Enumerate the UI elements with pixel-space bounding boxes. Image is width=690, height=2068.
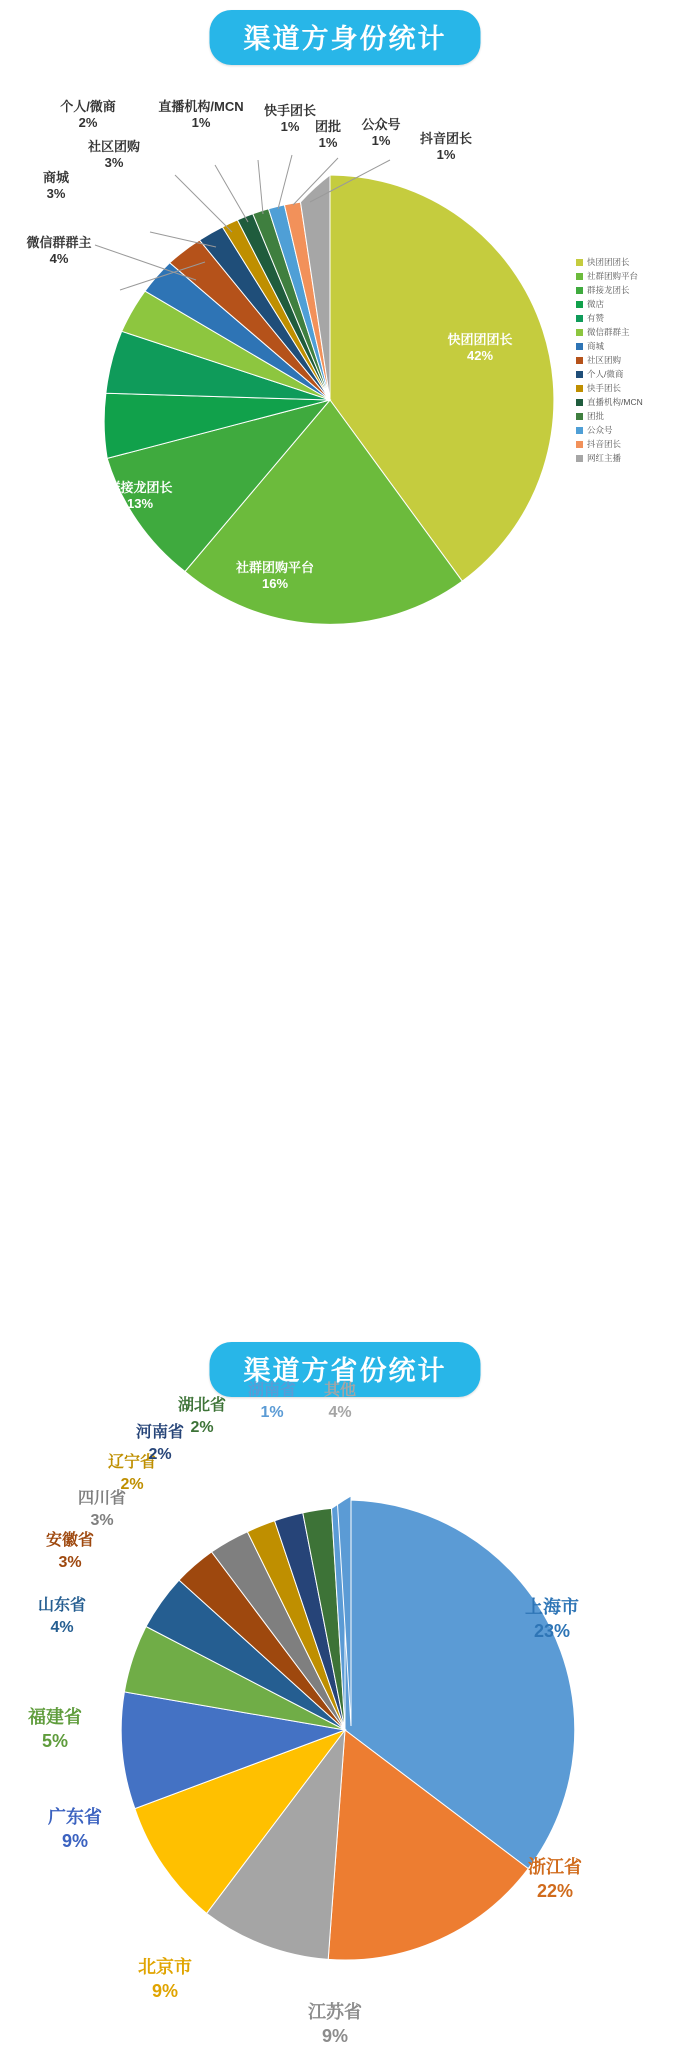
legend-swatch-icon-9 <box>576 385 583 392</box>
slice-label-12: 公众号 1% <box>361 117 401 148</box>
page-title-identity: 渠道方身份统计 <box>210 10 481 65</box>
pie-chart-identity <box>0 0 690 660</box>
legend-swatch-icon-6 <box>576 343 583 350</box>
province-label-1: 浙江省 22% <box>528 1857 582 1901</box>
slice-label-2: 群接龙团长 13% <box>107 480 173 511</box>
legend-swatch-icon-11 <box>576 413 583 420</box>
slice-label-3: 微店 6% <box>61 390 88 421</box>
slice-label-9: 快手团长 1% <box>263 103 316 134</box>
province-label-13: 其他 4% <box>323 1382 356 1421</box>
legend-swatch-icon-1 <box>576 273 583 280</box>
legend-swatch-icon-7 <box>576 357 583 364</box>
slice-label-7: 社区团购 3% <box>87 139 140 170</box>
legend-swatch-icon-13 <box>576 441 583 448</box>
legend-swatch-icon-12 <box>576 427 583 434</box>
province-label-6: 山东省 4% <box>37 1597 86 1636</box>
legend-swatch-icon-4 <box>576 315 583 322</box>
province-label-9: 辽宁省 2% <box>107 1454 156 1493</box>
slice-label-8: 个人/微商 2% <box>60 99 116 130</box>
legend-identity <box>576 255 643 465</box>
legend-swatch-icon-0 <box>576 259 583 266</box>
legend-swatch-icon-10 <box>576 399 583 406</box>
slice-label-11: 团批 1% <box>314 119 341 150</box>
legend-item-11: 团批 <box>576 409 643 423</box>
province-label-5: 福建省 5% <box>28 1707 82 1751</box>
page-title-province: 渠道方省份统计 <box>210 1342 481 1397</box>
province-label-4: 广东省 9% <box>48 1807 102 1851</box>
legend-item-13: 抖音团长 <box>576 437 643 451</box>
slice-label-10: 直播机构/MCN 1% <box>158 99 244 130</box>
province-label-2: 江苏省 9% <box>308 2002 362 2046</box>
legend-item-8: 个人/微商 <box>576 367 643 381</box>
legend-item-12: 公众号 <box>576 423 643 437</box>
legend-item-4: 有赞 <box>576 311 643 325</box>
legend-swatch-icon-3 <box>576 301 583 308</box>
legend-item-3: 微店 <box>576 297 643 311</box>
province-label-11: 湖北省 2% <box>177 1397 226 1436</box>
legend-swatch-icon-14 <box>576 455 583 462</box>
province-label-3: 北京市 9% <box>138 1957 192 2001</box>
slice-label-13: 抖音团长 1% <box>419 131 472 162</box>
legend-item-2: 群接龙团长 <box>576 283 643 297</box>
legend-item-10: 直播机构/MCN <box>576 395 643 409</box>
legend-item-7: 社区团购 <box>576 353 643 367</box>
legend-swatch-icon-2 <box>576 287 583 294</box>
province-label-7: 安徽省 3% <box>45 1532 94 1571</box>
legend-item-6: 商城 <box>576 339 643 353</box>
province-label-12: 湖南省 1% <box>247 1382 296 1421</box>
province-label-0: 上海市 23% <box>525 1597 579 1641</box>
pie-chart-province <box>0 1382 690 2068</box>
province-label-8: 四川省 3% <box>77 1490 126 1529</box>
legend-item-5: 微信群群主 <box>576 325 643 339</box>
legend-item-9: 快手团长 <box>576 381 643 395</box>
slice-label-4: 有赞 6% <box>61 310 88 341</box>
slice-label-6: 商城 3% <box>42 170 69 201</box>
slice-label-0: 快团团团长 42% <box>447 332 513 363</box>
legend-item-0: 快团团团长 <box>576 255 643 269</box>
legend-swatch-icon-8 <box>576 371 583 378</box>
province-label-10: 河南省 2% <box>135 1424 184 1463</box>
section-channel-identity <box>0 0 690 660</box>
legend-item-1: 社群团购平台 <box>576 269 643 283</box>
legend-item-14: 网红主播 <box>576 451 643 465</box>
slice-label-5: 微信群群主 4% <box>26 235 92 266</box>
slice-label-1: 社群团购平台 16% <box>235 560 314 591</box>
legend-swatch-icon-5 <box>576 329 583 336</box>
